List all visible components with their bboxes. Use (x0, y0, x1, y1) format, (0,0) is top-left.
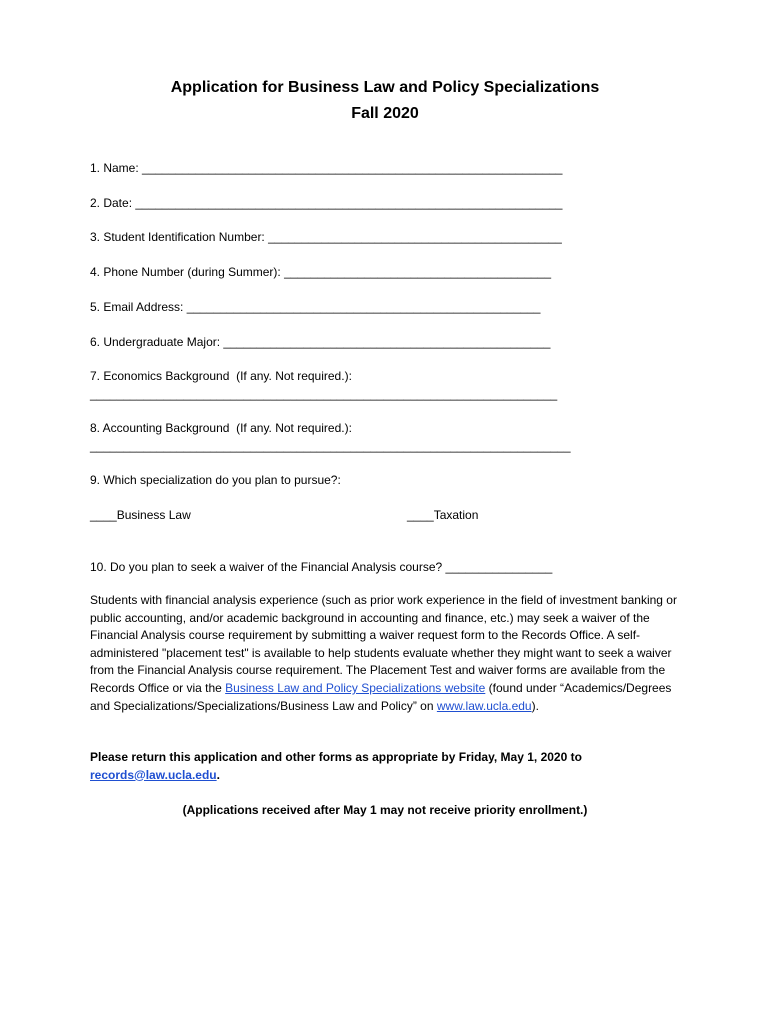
name-field[interactable]: 1. Name: _______________________________________________________________ (90, 161, 563, 175)
business-law-option[interactable]: ____Business Law (90, 508, 191, 522)
paragraph-text: Students with financial analysis experience (such as prior work experience in the field of investment banking or public accounting, and/or academic background in accounting and finance, etc.) may seek a waiver of the Financial Analysis course requirement by submitting a waiver request form to the Records Office. A self-administered "placement test" is available to help students evaluate whether they might want to seek a waiver from the Financial Analysis course requirement. The Placement Test and waiver forms are available from the Records Office or via the (90, 593, 677, 695)
law-site-link[interactable]: www.law.ucla.edu (436, 698, 532, 713)
records-email-link[interactable]: records@law.ucla.edu (90, 767, 217, 782)
date-field[interactable]: 2. Date: ________________________________________________________________ (90, 196, 563, 210)
accounting-label: 8. Accounting Background (If any. Not required.): (90, 421, 352, 435)
taxation-option[interactable]: ____Taxation (407, 508, 479, 522)
paragraph-end: ). (531, 698, 539, 713)
paragraph-text-2: (found under “Academics/Degrees and Specializations/Specializations/Business Law and Policy” on (90, 680, 672, 713)
return-note-end: . (216, 767, 220, 782)
specializations-website-link[interactable]: Business Law and Policy Specializations website (225, 680, 486, 695)
specialization-question: 9. Which specialization do you plan to pursue?: (90, 473, 341, 487)
phone-field[interactable]: 4. Phone Number (during Summer): ________________________________________ (90, 265, 552, 279)
student-id-field[interactable]: 3. Student Identification Number: ____________________________________________ (90, 230, 562, 244)
waiver-question[interactable]: 10. Do you plan to seek a waiver of the Financial Analysis course? ________________ (90, 560, 553, 574)
waiver-paragraph (90, 592, 690, 715)
major-field[interactable]: 6. Undergraduate Major: _________________________________________________ (90, 335, 551, 349)
email-field[interactable]: 5. Email Address: _____________________________________________________ (90, 300, 541, 314)
document-subtitle: Fall 2020 (351, 105, 419, 122)
document-title: Application for Business Law and Policy Specializations (170, 79, 600, 96)
accounting-field[interactable]: ________________________________________________________________________ (90, 439, 571, 453)
priority-note: (Applications received after May 1 may not receive priority enrollment.) (182, 803, 588, 817)
return-note-text: Please return this application and other forms as appropriate by Friday, May 1, 2020 to (90, 750, 582, 764)
economics-label: 7. Economics Background (If any. Not required.): (90, 369, 352, 383)
economics-field[interactable]: ______________________________________________________________________ (90, 387, 558, 401)
return-note (90, 749, 690, 784)
